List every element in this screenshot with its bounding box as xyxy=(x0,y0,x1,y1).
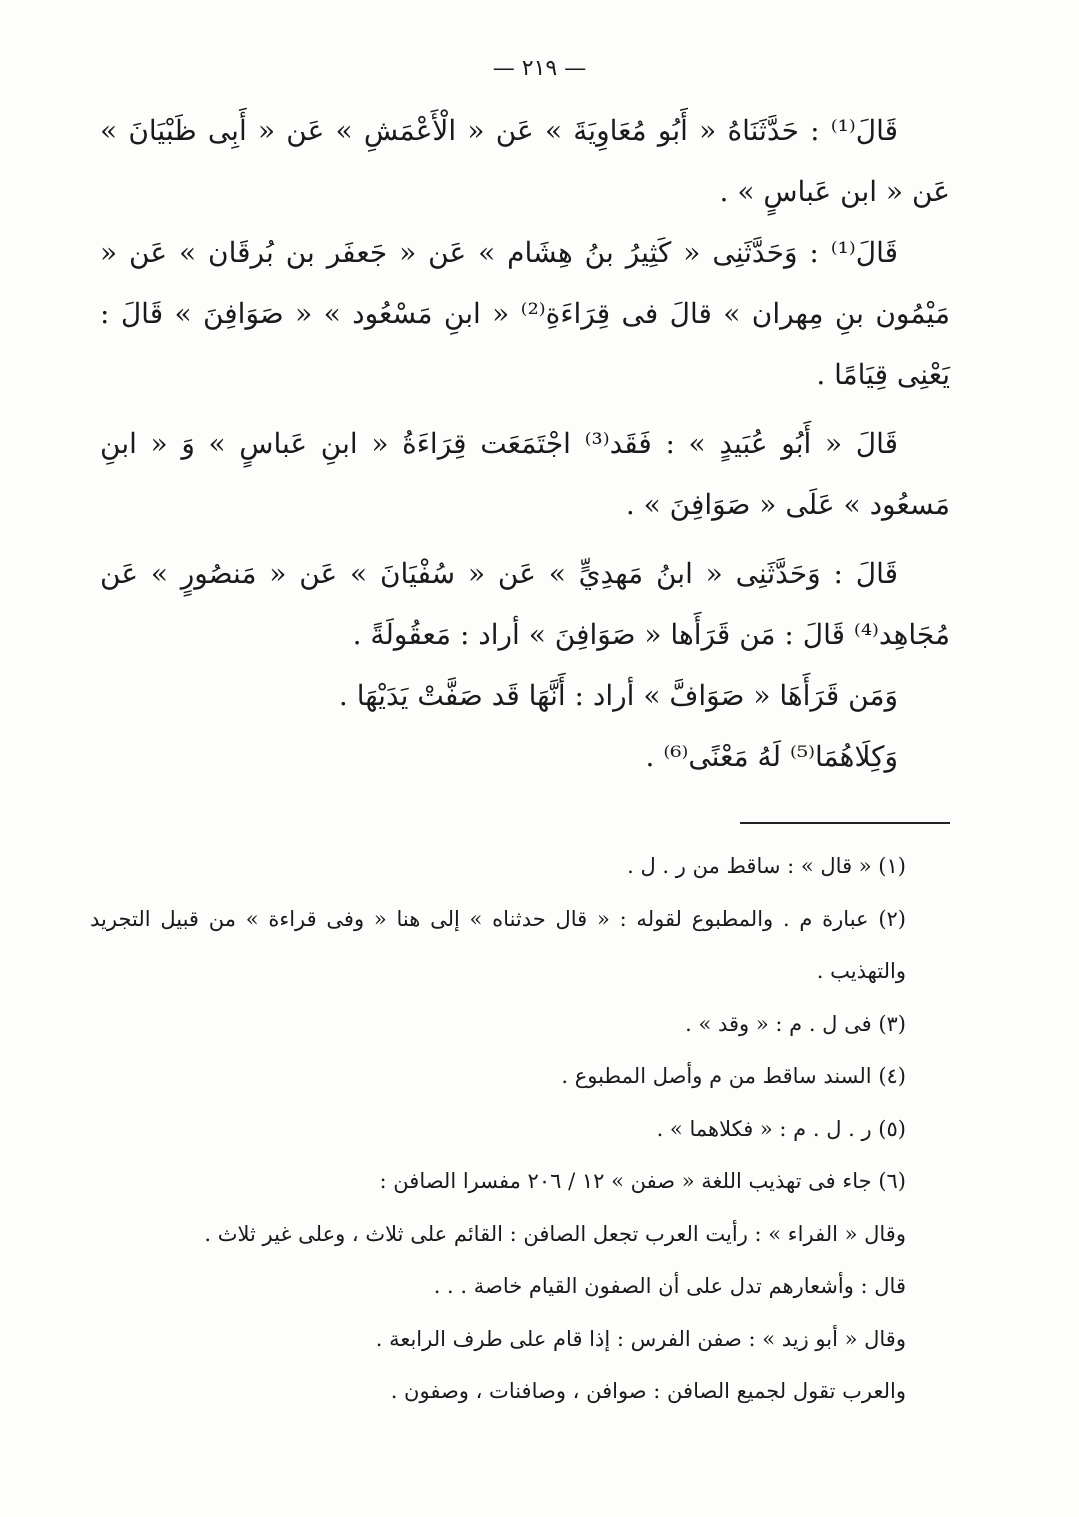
paragraph-2: قَالَ⁽¹⁾ : وَحَدَّثَنِى « كَثِيرُ بنُ هِشَام » عَن « جَعفَر بن بُرقَان » عَن « مَيْمُون بنِ مِهران » قالَ فى قِرَاءَةِ⁽²⁾ « ابنِ مَسْعُود » « صَوَافِنَ » قَالَ : يَعْنِى قِيَامًا . xyxy=(100,236,950,391)
footnote-6-quote-3: وقال « أبو زيد » : صفن الفرس : إذا قام على طرف الرابعة . xyxy=(375,1326,906,1351)
paragraph-1: قَالَ⁽¹⁾ : حَدَّثَنَاهُ « أَبُو مُعَاوِيَةَ » عَن « الْأَعْمَشِ » عَن « أَبِى ظَبْيَانَ » عَن « ابن عَباسٍ » . xyxy=(100,114,950,208)
footnote-divider xyxy=(740,822,950,824)
paragraph-6: وَكِلَاهُمَا⁽⁵⁾ لَهُ مَعْنًى⁽⁶⁾ . xyxy=(645,740,898,773)
paragraph-5: وَمَن قَرَأَهَا « صَوَافَّ » أراد : أَنَّهَا قَد صَفَّتْ يَدَيْهَا . xyxy=(338,679,898,712)
page-number: — ٢١٩ — xyxy=(492,56,587,81)
footnote-6-quote-2: قال : وأشعارهم تدل على أن الصفون القيام خاصة . . . xyxy=(433,1274,906,1298)
footnote-4: (٤) السند ساقط من م وأصل المطبوع . xyxy=(561,1064,906,1088)
footnotes xyxy=(90,840,910,1418)
main-text xyxy=(100,100,950,787)
footnote-5: (٥) ر . ل . م : « فكلاهما » . xyxy=(656,1116,906,1141)
footnote-2: (٢) عبارة م . والمطبوع لقوله : « قال حدثناه » إلى هنا « وفى قراءة » من قبيل التجريد والتهذيب . xyxy=(90,906,906,983)
footnote-6-quote-1: وقال « الفراء » : رأيت العرب تجعل الصافن : القائم على ثلاث ، وعلى غير ثلاث . xyxy=(204,1221,906,1246)
paragraph-4: قَالَ : وَحَدَّثَنِى « ابنُ مَهدِيٍّ » عَن « سُفْيَانَ » عَن « مَنصُورٍ » عَن مُجَاهِد⁽⁴⁾ قَالَ : مَن قَرَأَها « صَوَافِنَ » أراد : مَعقُولَةً . xyxy=(100,557,950,651)
paragraph-3: قَالَ « أَبُو عُبَيدٍ » : فَقَد⁽³⁾ اجْتَمَعَت قِرَاءَةُ « ابنِ عَباسٍ » وَ « ابنِ مَسعُود » عَلَى « صَوَافِنَ » . xyxy=(100,427,950,521)
footnote-6-quote-4: والعرب تقول لجميع الصافن : صوافن ، وصافنات ، وصفون . xyxy=(390,1379,906,1403)
footnote-6: (٦) جاء فى تهذيب اللغة « صفن » ١٢ / ٢٠٦ مفسرا الصافن : xyxy=(379,1169,906,1193)
footnote-1: (١) « قال » : ساقط من ر . ل . xyxy=(627,854,906,878)
footnote-3: (٣) فى ل . م : « وقد » . xyxy=(685,1011,906,1036)
